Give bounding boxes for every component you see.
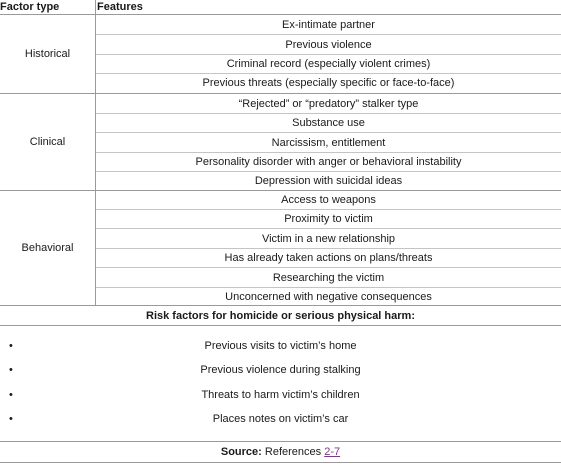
feature-cell: Access to weapons <box>281 194 376 206</box>
factor-clinical: Clinical <box>29 136 66 148</box>
feature-cell: Previous threats (especially specific or face-to-face) <box>202 77 455 89</box>
feature-cell: Proximity to victim <box>284 213 373 225</box>
feature-cell: Criminal record (especially violent crimes) <box>226 58 431 70</box>
risk-item: Previous violence during stalking <box>200 364 361 376</box>
source-line <box>0 443 561 461</box>
feature-cell: Unconcerned with negative consequences <box>225 290 432 303</box>
risk-item: Threats to harm victim’s children <box>201 389 360 401</box>
risk-title-divider <box>0 325 561 326</box>
risk-title: Risk factors for homicide or serious physical harm: <box>146 309 415 322</box>
feature-cell: Depression with suicidal ideas <box>254 175 403 187</box>
factor-behavioral: Behavioral <box>21 242 74 254</box>
bottom-border <box>0 462 561 463</box>
feature-cell: Has already taken actions on plans/threats <box>224 252 433 264</box>
source-text: References <box>264 446 322 458</box>
risk-item: Places notes on victim’s car <box>212 413 349 425</box>
feature-cell: Ex-intimate partner <box>282 18 375 31</box>
bullet-marker: • <box>9 389 13 401</box>
bullet-marker: • <box>9 413 13 425</box>
feature-cell: Substance use <box>292 117 365 129</box>
feature-cell: Researching the victim <box>272 271 385 284</box>
source-label: Source: <box>220 446 262 458</box>
feature-cell: Victim in a new relationship <box>261 232 396 245</box>
source-divider <box>0 441 561 442</box>
feature-cell: Previous violence <box>285 38 372 51</box>
feature-cell: Personality disorder with anger or behavioral instability <box>195 156 462 168</box>
header-features: Features <box>97 1 143 13</box>
bullet-marker: • <box>9 340 13 352</box>
header-factor-type: Factor type <box>0 1 60 13</box>
factor-historical: Historical <box>24 47 71 60</box>
feature-cell: “Rejected” or “predatory” stalker type <box>238 97 419 110</box>
bullet-marker: • <box>9 364 13 376</box>
feature-cell: Narcissism, entitlement <box>271 136 386 149</box>
risk-item: Previous visits to victim’s home <box>204 340 357 352</box>
source-reference-link[interactable]: 2-7 <box>324 446 341 458</box>
